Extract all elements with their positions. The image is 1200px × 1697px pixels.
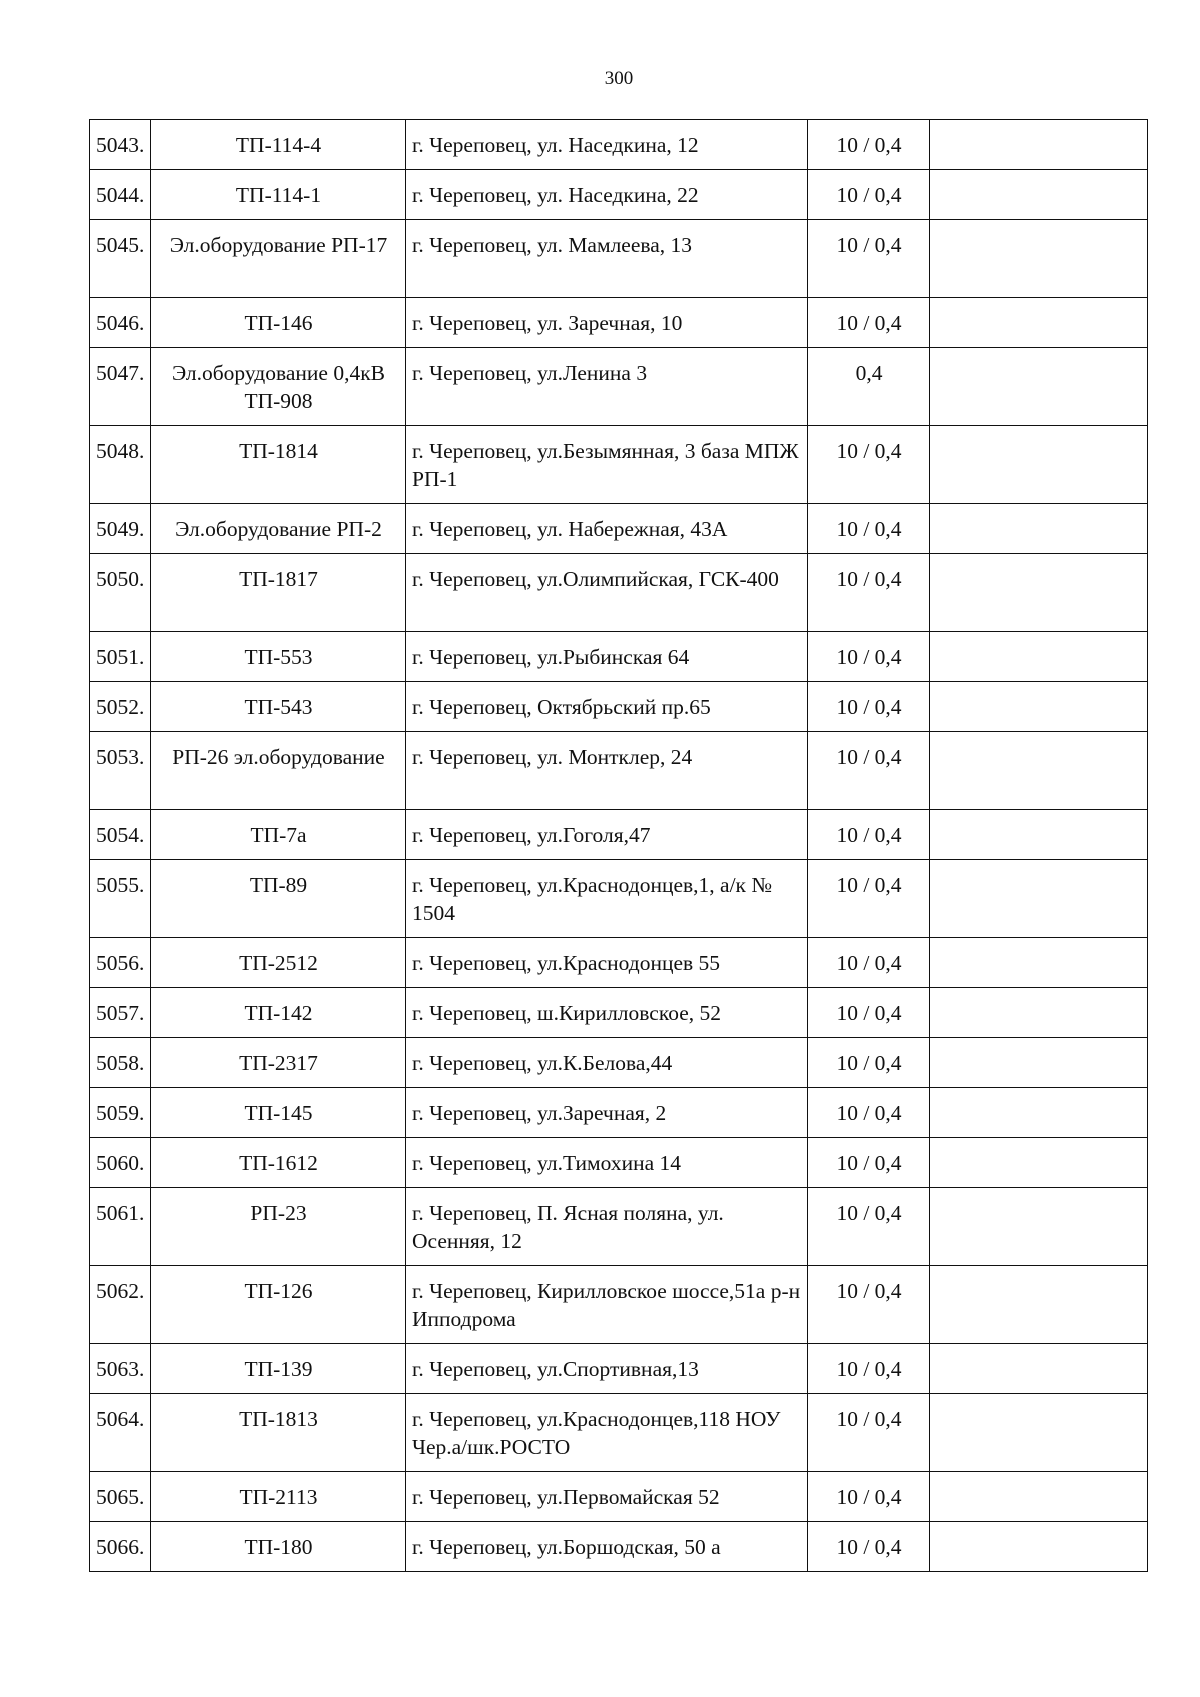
object-name: ТП-114-1 [151,170,406,220]
voltage-class: 10 / 0,4 [808,1522,930,1572]
note-cell [930,632,1148,682]
row-number: 5046. [90,298,151,348]
object-address: г. Череповец, ул.Первомайская 52 [406,1472,808,1522]
note-cell [930,938,1148,988]
row-number: 5043. [90,120,151,170]
voltage-class: 10 / 0,4 [808,1344,930,1394]
row-number: 5063. [90,1344,151,1394]
object-name: ТП-1814 [151,426,406,504]
voltage-class: 10 / 0,4 [808,220,930,298]
object-name: Эл.оборудование РП-2 [151,504,406,554]
row-number: 5053. [90,732,151,810]
voltage-class: 10 / 0,4 [808,938,930,988]
row-number: 5066. [90,1522,151,1572]
voltage-class: 10 / 0,4 [808,682,930,732]
table-row [90,682,1148,732]
table-row [90,860,1148,938]
object-address: г. Череповец, ул.К.Белова,44 [406,1038,808,1088]
object-address: г. Череповец, ул. Заречная, 10 [406,298,808,348]
note-cell [930,426,1148,504]
voltage-class: 10 / 0,4 [808,632,930,682]
row-number: 5056. [90,938,151,988]
object-name: ТП-1612 [151,1138,406,1188]
note-cell [930,732,1148,810]
table-row [90,1188,1148,1266]
voltage-class: 10 / 0,4 [808,1472,930,1522]
voltage-class: 10 / 0,4 [808,1188,930,1266]
object-name: ТП-1817 [151,554,406,632]
object-name: РП-23 [151,1188,406,1266]
object-address: г. Череповец, Октябрьский пр.65 [406,682,808,732]
voltage-class: 10 / 0,4 [808,732,930,810]
voltage-class: 0,4 [808,348,930,426]
table-row [90,348,1148,426]
object-name: ТП-146 [151,298,406,348]
voltage-class: 10 / 0,4 [808,1138,930,1188]
row-number: 5047. [90,348,151,426]
note-cell [930,1266,1148,1344]
object-address: г. Череповец, ул. Мамлеева, 13 [406,220,808,298]
note-cell [930,810,1148,860]
table-row [90,1344,1148,1394]
object-name: РП-26 эл.оборудование [151,732,406,810]
object-address: г. Череповец, ул. Монтклер, 24 [406,732,808,810]
object-name: ТП-1813 [151,1394,406,1472]
note-cell [930,860,1148,938]
object-address: г. Череповец, ул. Наседкина, 12 [406,120,808,170]
object-address: г. Череповец, ул.Тимохина 14 [406,1138,808,1188]
note-cell [930,1394,1148,1472]
row-number: 5061. [90,1188,151,1266]
object-name: Эл.оборудование РП-17 [151,220,406,298]
object-name: ТП-89 [151,860,406,938]
object-address: г. Череповец, ул. Набережная, 43А [406,504,808,554]
object-address: г. Череповец, ул.Олимпийская, ГСК-400 [406,554,808,632]
voltage-class: 10 / 0,4 [808,1038,930,1088]
table-row [90,120,1148,170]
table-row [90,504,1148,554]
row-number: 5057. [90,988,151,1038]
row-number: 5060. [90,1138,151,1188]
object-name: ТП-543 [151,682,406,732]
table-row [90,1522,1148,1572]
voltage-class: 10 / 0,4 [808,1088,930,1138]
table-row [90,810,1148,860]
object-name: ТП-2113 [151,1472,406,1522]
table-row [90,1088,1148,1138]
note-cell [930,988,1148,1038]
row-number: 5055. [90,860,151,938]
table-row [90,1394,1148,1472]
registry-table-body [90,120,1148,1572]
object-name: ТП-2512 [151,938,406,988]
row-number: 5059. [90,1088,151,1138]
voltage-class: 10 / 0,4 [808,504,930,554]
note-cell [930,1038,1148,1088]
note-cell [930,682,1148,732]
object-name: ТП-139 [151,1344,406,1394]
note-cell [930,120,1148,170]
note-cell [930,220,1148,298]
object-address: г. Череповец, ул.Заречная, 2 [406,1088,808,1138]
object-address: г. Череповец, ул.Краснодонцев,1, а/к № 1504 [406,860,808,938]
note-cell [930,504,1148,554]
table-row [90,938,1148,988]
note-cell [930,554,1148,632]
row-number: 5049. [90,504,151,554]
row-number: 5050. [90,554,151,632]
object-name: ТП-180 [151,1522,406,1572]
row-number: 5054. [90,810,151,860]
note-cell [930,1472,1148,1522]
row-number: 5065. [90,1472,151,1522]
row-number: 5064. [90,1394,151,1472]
voltage-class: 10 / 0,4 [808,810,930,860]
table-row [90,554,1148,632]
note-cell [930,1188,1148,1266]
object-address: г. Череповец, ул.Краснодонцев,118 НОУ Чер.а/шк.РОСТО [406,1394,808,1472]
row-number: 5045. [90,220,151,298]
table-row [90,988,1148,1038]
note-cell [930,298,1148,348]
object-address: г. Череповец, ул. Наседкина, 22 [406,170,808,220]
object-address: г. Череповец, ул.Краснодонцев 55 [406,938,808,988]
table-row [90,1038,1148,1088]
table-row [90,298,1148,348]
table-row [90,170,1148,220]
object-name: ТП-126 [151,1266,406,1344]
table-row [90,220,1148,298]
table-row [90,732,1148,810]
table-row [90,1138,1148,1188]
note-cell [930,1344,1148,1394]
note-cell [930,1088,1148,1138]
table-row [90,1472,1148,1522]
voltage-class: 10 / 0,4 [808,426,930,504]
object-address: г. Череповец, ул.Боршодская, 50 а [406,1522,808,1572]
object-address: г. Череповец, П. Ясная поляна, ул. Осенняя, 12 [406,1188,808,1266]
table-row [90,1266,1148,1344]
object-name: Эл.оборудование 0,4кВ ТП-908 [151,348,406,426]
voltage-class: 10 / 0,4 [808,1394,930,1472]
object-address: г. Череповец, ул.Рыбинская 64 [406,632,808,682]
voltage-class: 10 / 0,4 [808,298,930,348]
note-cell [930,170,1148,220]
table-row [90,632,1148,682]
object-address: г. Череповец, ул.Безымянная, 3 база МПЖ РП-1 [406,426,808,504]
registry-table [89,119,1148,1572]
voltage-class: 10 / 0,4 [808,988,930,1038]
row-number: 5051. [90,632,151,682]
object-name: ТП-553 [151,632,406,682]
voltage-class: 10 / 0,4 [808,860,930,938]
object-name: ТП-2317 [151,1038,406,1088]
voltage-class: 10 / 0,4 [808,120,930,170]
object-address: г. Череповец, ш.Кирилловское, 52 [406,988,808,1038]
note-cell [930,1522,1148,1572]
table-row [90,426,1148,504]
row-number: 5058. [90,1038,151,1088]
note-cell [930,1138,1148,1188]
object-address: г. Череповец, ул.Ленина 3 [406,348,808,426]
voltage-class: 10 / 0,4 [808,554,930,632]
row-number: 5044. [90,170,151,220]
voltage-class: 10 / 0,4 [808,170,930,220]
object-name: ТП-7а [151,810,406,860]
voltage-class: 10 / 0,4 [808,1266,930,1344]
object-name: ТП-142 [151,988,406,1038]
row-number: 5048. [90,426,151,504]
object-address: г. Череповец, Кирилловское шоссе,51а р-н Ипподрома [406,1266,808,1344]
object-name: ТП-145 [151,1088,406,1138]
object-address: г. Череповец, ул.Спортивная,13 [406,1344,808,1394]
object-address: г. Череповец, ул.Гоголя,47 [406,810,808,860]
page-number: 300 [604,68,634,89]
row-number: 5062. [90,1266,151,1344]
object-name: ТП-114-4 [151,120,406,170]
row-number: 5052. [90,682,151,732]
note-cell [930,348,1148,426]
